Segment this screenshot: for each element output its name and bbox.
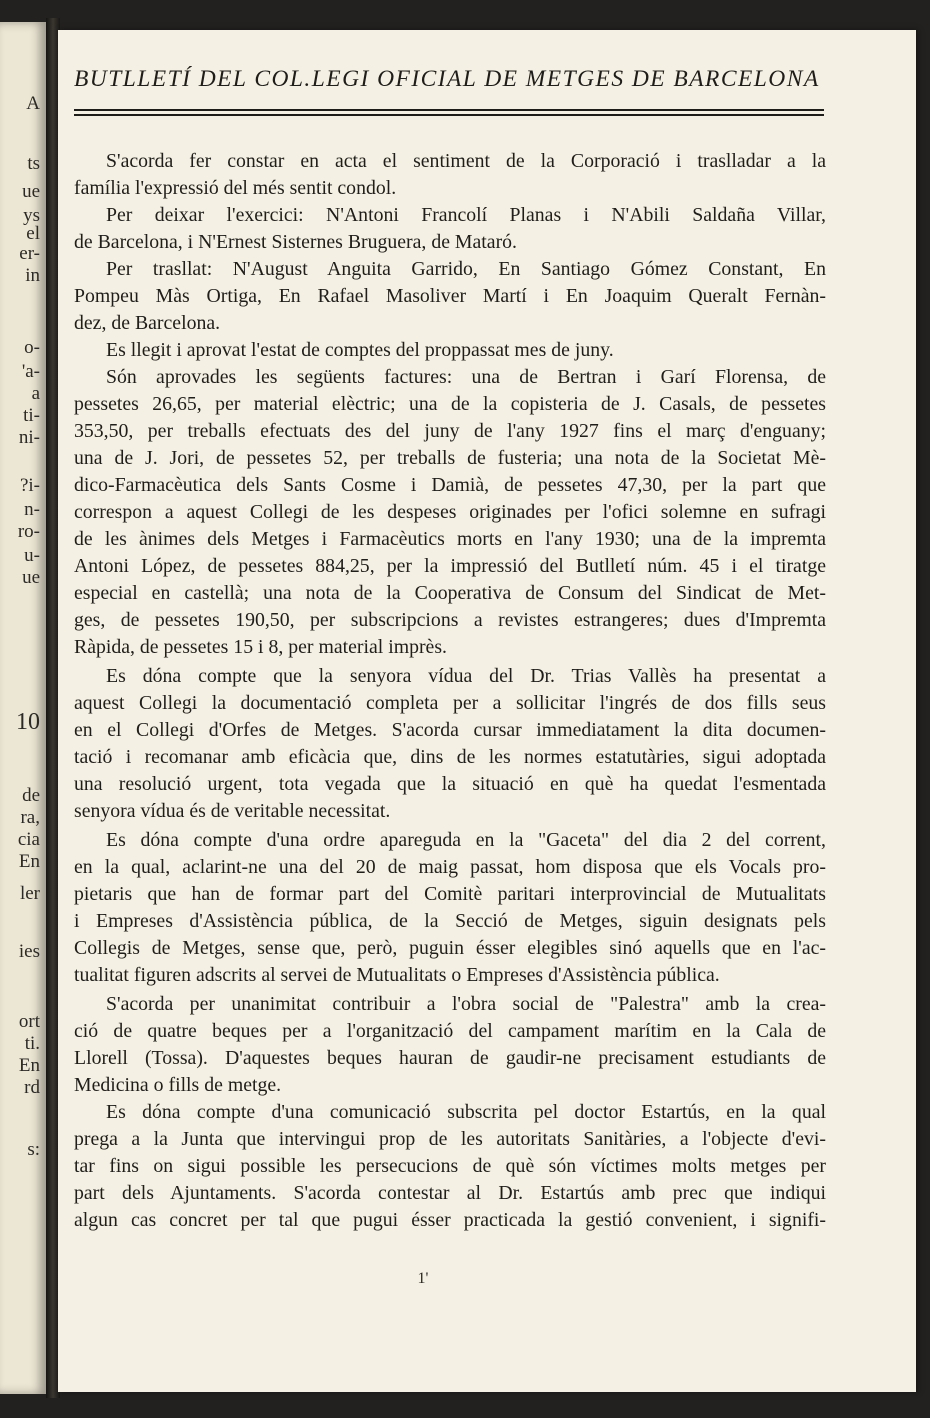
previous-page-edge — [0, 22, 46, 1394]
previous-page-fragment: ni- — [18, 428, 40, 448]
text-line: Antoni López, de pessetes 884,25, per la impressió del Butlletí núm. 45 i el tiratge — [74, 555, 826, 577]
text-line: 353,50, per treballs efectuats des del juny de l'any 1927 fins el març d'enguany; — [74, 420, 826, 442]
text-line: aquest Collegi la documentació completa per a sollicitar l'ingrés de dos fills seus — [74, 692, 826, 714]
text-line: tualitat figuren adscrits al servei de Mutualitats o Empreses d'Assistència pública. — [74, 964, 720, 986]
text-line: ció de quatre beques per a l'organització del campament marítim en la Cala de — [74, 1020, 826, 1042]
previous-page-fragment: de — [22, 786, 40, 806]
text-line: senyora vídua és de veritable necessitat. — [74, 800, 391, 822]
text-line: en la qual, aclarint-ne una del 20 de maig passat, hom disposa que els Vocals pro- — [74, 856, 826, 878]
previous-page-fragment: En — [18, 852, 40, 872]
text-line: pessetes 26,65, per material elèctric; una de la copisteria de J. Casals, de pessetes — [74, 393, 826, 415]
text-line: S'acorda per unanimitat contribuir a l'obra social de "Palestra" amb la crea- — [106, 993, 826, 1015]
previous-page-fragment: cia — [17, 830, 40, 850]
previous-page-fragment: ?i- — [19, 476, 40, 496]
text-line: Per trasllat: N'August Anguita Garrido, En Santiago Gómez Constant, En — [106, 258, 826, 280]
previous-page-fragment: ue — [22, 182, 40, 202]
previous-page-fragment: ti- — [23, 406, 40, 426]
text-line: dez, de Barcelona. — [74, 312, 221, 334]
text-line: Es dóna compte d'una comunicació subscrita pel doctor Estartús, en la qual — [106, 1101, 826, 1123]
text-line: correspon a aquest Collegi de les despeses originades per l'ofici solemne en sufragi — [74, 501, 826, 523]
text-line: Collegis de Metges, sense que, però, puguin ésser elegibles sinó aquells que en l'ac- — [74, 937, 826, 959]
previous-page-fragment: ler — [19, 884, 40, 904]
previous-page-fragment: ra, — [20, 808, 40, 828]
text-line: tar fins on sigui possible les persecucions de què són víctimes molts metges per — [74, 1155, 826, 1177]
previous-page-fragment: rd — [24, 1078, 40, 1098]
previous-page-fragment: in — [25, 266, 40, 286]
previous-page-fragment: er- — [19, 244, 40, 264]
previous-page-fragment: ies — [18, 942, 40, 962]
previous-page-fragment: ro- — [17, 522, 40, 542]
previous-page-fragment: ti. — [24, 1034, 40, 1054]
previous-page-fragment: a — [31, 384, 40, 404]
text-line: algun cas concret per tal que pugui ésser practicada la gestió convenient, i signifi- — [74, 1209, 826, 1231]
text-line: Són aprovades les següents factures: una de Bertran i Garí Florensa, de — [106, 366, 826, 388]
text-line: pietaris que han de formar part del Comitè paritari interprovincial de Mutualitats — [74, 883, 826, 905]
header-rule-top — [74, 109, 824, 111]
text-line: ges, de pessetes 190,50, per subscripcions a revistes estrangeres; dues d'Impremta — [74, 609, 826, 631]
previous-page-fragment: ts — [27, 154, 40, 174]
text-line: i Empreses d'Assistència pública, de la Secció de Metges, siguin designats pels — [74, 910, 826, 932]
text-line: part dels Ajuntaments. S'acorda contestar al Dr. Estartús amb prec que indiqui — [74, 1182, 826, 1204]
previous-page-fragment: o- — [24, 338, 40, 358]
text-line: S'acorda fer constar en acta el sentiment de la Corporació i traslladar a la — [106, 150, 826, 172]
previous-page-fragment: u- — [24, 546, 40, 566]
text-line: de Barcelona, i N'Ernest Sisternes Bruguera, de Mataró. — [74, 231, 518, 253]
text-line: Es dóna compte d'una ordre apareguda en la "Gaceta" del dia 2 del corrent, — [106, 829, 826, 851]
text-line: tació i recomanar amb eficàcia que, dins de les normes estatutàries, sigui adoptada — [74, 746, 826, 768]
text-line: Es llegit i aprovat l'estat de comptes del proppassat mes de juny. — [106, 339, 614, 361]
text-line: Per deixar l'exercici: N'Antoni Francolí Planas i N'Abili Saldaña Villar, — [106, 204, 826, 226]
text-line: una resolució urgent, tota vegada que la situació en què ha quedat l'esmentada — [74, 773, 826, 795]
text-line: Pompeu Màs Ortiga, En Rafael Masoliver Martí i En Joaquim Queralt Fernàn- — [74, 285, 826, 307]
page-header: BUTLLETÍ DEL COL.LEGI OFICIAL DE METGES DE BARCELONA — [74, 66, 820, 92]
text-line: de les ànimes dels Metges i Farmacèutics morts en l'any 1930; una de la impremta — [74, 528, 826, 550]
previous-page-fragment: s: — [27, 1140, 40, 1160]
text-line: en el Collegi d'Orfes de Metges. S'acorda cursar immediatament la dita documen- — [74, 719, 826, 741]
text-line: prega a la Junta que intervingui prop de les autoritats Sanitàries, a l'objecte d'evi- — [74, 1128, 826, 1150]
previous-page-fragment: En — [18, 1056, 40, 1076]
document-page — [58, 30, 916, 1392]
previous-page-fragment: ort — [18, 1012, 40, 1032]
header-rule-bottom — [74, 114, 824, 116]
previous-page-fragment: ue — [22, 568, 40, 588]
text-line: especial en castellà; una nota de la Cooperativa de Consum del Sindicat de Met- — [74, 582, 826, 604]
previous-page-fragment: el — [26, 224, 40, 244]
previous-page-fragment: 10 — [16, 712, 40, 732]
previous-page-fragment: n- — [24, 500, 40, 520]
previous-page-fragment: ys — [23, 206, 40, 226]
text-line: Medicina o fills de metge. — [74, 1074, 282, 1096]
text-line: família l'expressió del més sentit condol. — [74, 177, 397, 199]
text-line: Ràpida, de pessetes 15 i 8, per material imprès. — [74, 636, 447, 658]
text-line: una de J. Jori, de pessetes 52, per treballs de fusteria; una nota de la Societat Mè- — [74, 447, 826, 469]
page-number: 1' — [417, 1270, 429, 1287]
text-line: dico-Farmacèutica dels Sants Cosme i Damià, de pessetes 47,30, per la part que — [74, 474, 826, 496]
text-line: Llorell (Tossa). D'aquestes beques hauran de gaudir-ne precisament estudiants de — [74, 1047, 826, 1069]
text-line: Es dóna compte que la senyora vídua del Dr. Trias Vallès ha presentat a — [106, 665, 826, 687]
previous-page-fragment: 'a- — [21, 362, 40, 382]
previous-page-fragment: A — [26, 94, 40, 114]
